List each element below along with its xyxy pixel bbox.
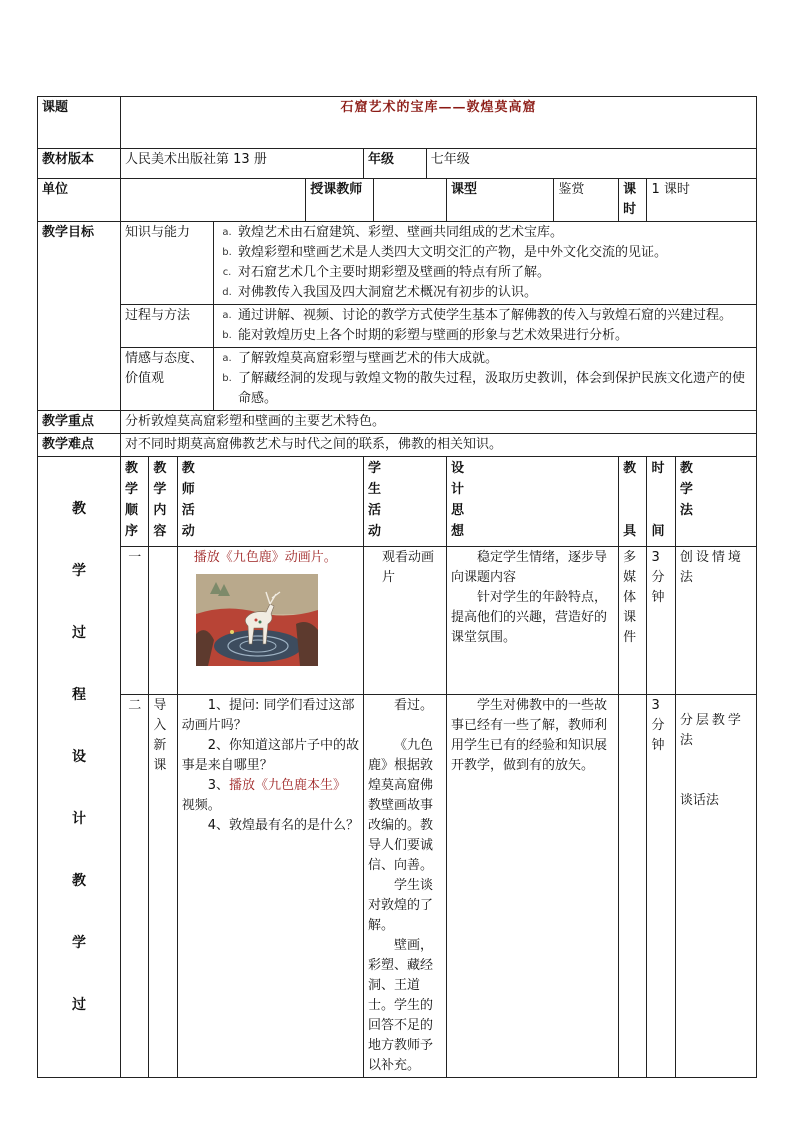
row1-teacher-text: 播放《九色鹿》动画片。 <box>193 550 337 565</box>
row1-order: 一 <box>121 547 149 695</box>
objective-group-name: 过程与方法 <box>125 308 191 323</box>
hours-label: 课时 <box>619 179 647 222</box>
row2-method: 分层教学法 谈话法 <box>675 695 756 1078</box>
grade-value: 七年级 <box>426 149 756 179</box>
row1-content <box>149 547 177 695</box>
objective-item: a. 通过讲解、视频、讨论的教学方式使学生基本了解佛教的传入与敦煌石窟的兴建过程。 <box>222 308 733 323</box>
nine-colored-deer-image <box>196 574 318 666</box>
row2-content: 导入 新课 <box>149 695 177 1078</box>
difficulty-label: 教学难点 <box>38 434 121 457</box>
page-title: 石窟艺术的宝库——敦煌莫高窟 <box>121 97 757 149</box>
objective-item: b. 敦煌彩塑和壁画艺术是人类四大文明交汇的产物，是中外文化交流的见证。 <box>222 245 668 260</box>
key-point-text: 分析敦煌莫高窟彩塑和壁画的主要艺术特色。 <box>121 411 757 434</box>
objectives-attitude <box>121 348 757 411</box>
row2-order: 二 <box>121 695 149 1078</box>
unit-label: 单位 <box>38 179 121 222</box>
objectives-knowledge <box>121 222 757 305</box>
row1-time: 3 分 钟 <box>647 547 675 695</box>
header-design: 设 计 思 想 <box>447 457 619 547</box>
row1-student: 观看动画片 <box>364 547 447 695</box>
objective-item: b. 了解藏经洞的发现与敦煌文物的散失过程，汲取历史教训，体会到保护民族文化遗产的使命感。 <box>222 371 746 406</box>
header-content: 教 学 内 容 <box>149 457 177 547</box>
header-student: 学 生 活 动 <box>364 457 447 547</box>
header-order: 教 学 顺 序 <box>121 457 149 547</box>
row1-tools: 多 媒 体 课 件 <box>619 547 647 695</box>
objective-group-name: 知识与能力 <box>125 225 191 240</box>
grade-label: 年级 <box>364 149 427 179</box>
objective-item: a. 了解敦煌莫高窟彩塑与壁画艺术的伟大成就。 <box>222 351 499 366</box>
row2-tools <box>619 695 647 1078</box>
type-value: 鉴赏 <box>554 179 619 222</box>
type-label: 课型 <box>447 179 554 222</box>
row2-teacher: 1、提问: 同学们看过这部动画片吗？ 2、你知道这部片子中的故事是来自哪里？ 3、播放《九色鹿本生》视频。 4、敦煌最有名的是什么？ <box>177 695 363 1078</box>
textbook-label: 教材版本 <box>38 149 121 179</box>
hours-value: 1 课时 <box>647 179 757 222</box>
objective-group-name: 情感与态度、价值观 <box>125 351 204 386</box>
header-time: 时 间 <box>647 457 675 547</box>
topic-label: 课题 <box>38 97 121 149</box>
objective-item: c. 对石窟艺术几个主要时期彩塑及壁画的特点有所了解。 <box>222 265 551 280</box>
row2-time: 3 分 钟 <box>647 695 675 1078</box>
key-point-label: 教学重点 <box>38 411 121 434</box>
row2-student: 看过。 《九色鹿》根据敦煌莫高窟佛教壁画故事改编的。教导人们要诚信、向善。 学生谈对敦煌的了解。 壁画，彩塑、藏经洞、王道士。学生的回答不足的地方教师予以补充。 <box>364 695 447 1078</box>
row2-design: 学生对佛教中的一些故事已经有一些了解，教师利用学生已有的经验和知识展开教学，做到有的放矢。 <box>447 695 619 1078</box>
textbook-value: 人民美术出版社第 13 册 <box>121 149 364 179</box>
header-method: 教 学 法 <box>675 457 756 547</box>
row1-teacher <box>177 547 363 695</box>
row1-method: 创设情境法 <box>675 547 756 695</box>
unit-value <box>121 179 306 222</box>
teacher-value <box>374 179 447 222</box>
header-tools: 教 具 <box>619 457 647 547</box>
objectives-label: 教学目标 <box>38 222 121 411</box>
objective-item: d. 对佛教传入我国及四大洞窟艺术概况有初步的认识。 <box>222 285 538 300</box>
difficulty-text: 对不同时期莫高窟佛教艺术与时代之间的联系，佛教的相关知识。 <box>121 434 757 457</box>
lesson-plan-table <box>37 96 757 1078</box>
teacher-label: 授课教师 <box>306 179 374 222</box>
process-side-label: 教 学 过 程 设 计 教 学 过 <box>38 457 121 1078</box>
objective-item: a. 敦煌艺术由石窟建筑、彩塑、壁画共同组成的艺术宝库。 <box>222 225 564 240</box>
row1-design: 稳定学生情绪，逐步导向课题内容 针对学生的年龄特点，提高他们的兴趣，营造好的课堂氛围。 <box>447 547 619 695</box>
objectives-process <box>121 305 757 348</box>
objective-item: b. 能对敦煌历史上各个时期的彩塑与壁画的形象与艺术效果进行分析。 <box>222 328 629 343</box>
header-teacher: 教 师 活 动 <box>177 457 363 547</box>
